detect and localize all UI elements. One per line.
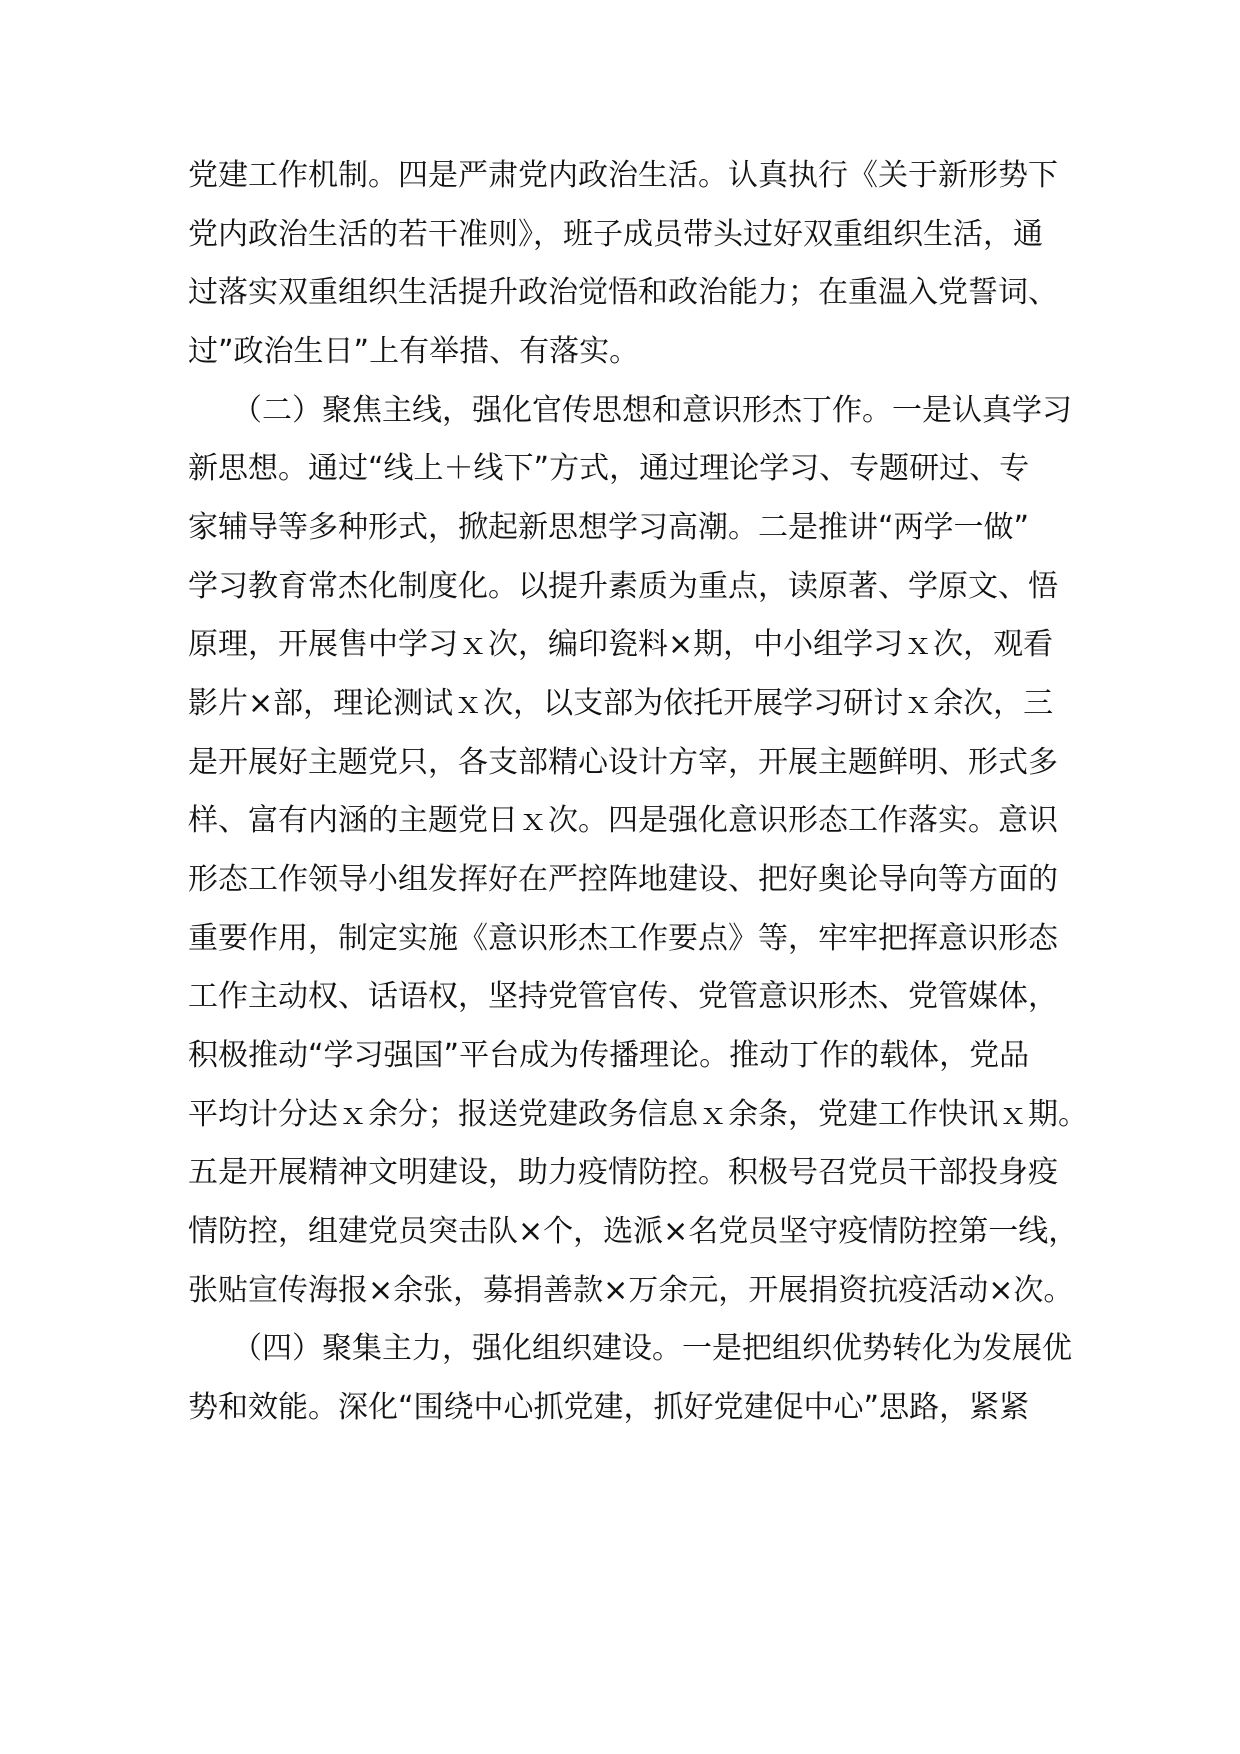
text-line: 重要作用，制定实施《意识形杰工作要点》等，牢牢把挥意识形态 bbox=[188, 921, 1058, 956]
text-line: 张贴宣传海报×余张，募捐善款×万余元，开展捐资抗疫活动×次。 bbox=[188, 1273, 1074, 1308]
text-line: 家辅导等多种形式，掀起新思想学习高潮。二是推讲“两学一做” bbox=[188, 510, 1030, 545]
text-line: 情防控，组建党员突击队×个，选派×名党员坚守疫情防控第一线， bbox=[188, 1214, 1079, 1249]
text-line: 样、富有内涵的主题党日ｘ次。四是强化意识形态工作落实。意识 bbox=[188, 803, 1058, 838]
text-line: 党内政治生活的若干准则》，班子成员带头过好双重组织生活，通 bbox=[188, 217, 1043, 252]
text-line: 影片×部，理论测试ｘ次，以支部为依托开展学习研讨ｘ余次，三 bbox=[188, 686, 1054, 721]
text-line: 积极推动“学习强国”平台成为传播理论。推动丁作的载体，党品 bbox=[188, 1038, 1030, 1073]
text-line: 原理，开展售中学习ｘ次，编印瓷料×期，中小组学习ｘ次，观看 bbox=[188, 627, 1054, 662]
text-line: 过”政治生日”上有举措、有落实。 bbox=[188, 334, 640, 369]
text-line: 形态工作领导小组发挥好在严控阵地建设、把好奥论导向等方面的 bbox=[188, 862, 1058, 897]
text-line: 工作主动权、话语权，坚持党管官传、党管意识形杰、党管媒体， bbox=[188, 979, 1058, 1014]
text-line: 是开展好主题党只，各支部精心设计方宰，开展主题鲜明、形式多 bbox=[188, 745, 1058, 780]
text-line: 新思想。通过“线上＋线下”方式，通过理论学习、专题研过、专 bbox=[188, 451, 1030, 486]
text-line: 平均计分达ｘ余分；报送党建政务信息ｘ余条，党建工作快讯ｘ期。 bbox=[188, 1097, 1088, 1132]
text-line: 学习教育常杰化制度化。以提升素质为重点，读原著、学原文、悟 bbox=[188, 569, 1058, 604]
text-line: 势和效能。深化“围绕中心抓党建，抓好党建促中心”思路，紧紧 bbox=[188, 1390, 1030, 1425]
section-heading-line: （四）聚集主力，强化组织建设。一是把组织优势转化为发展优 bbox=[232, 1331, 1072, 1366]
section-heading-line: （二）聚焦主线，强化官传思想和意识形杰丁作。一是认真学习 bbox=[232, 393, 1072, 428]
text-line: 党建工作机制。四是严肃党内政治生活。认真执行《关于新形势下 bbox=[188, 158, 1058, 193]
text-line: 五是开展精神文明建设，助力疫情防控。积极号召党员干部投身疫 bbox=[188, 1155, 1058, 1190]
text-line: 过落实双重组织生活提升政治觉悟和政治能力；在重温入党誓词、 bbox=[188, 275, 1058, 310]
